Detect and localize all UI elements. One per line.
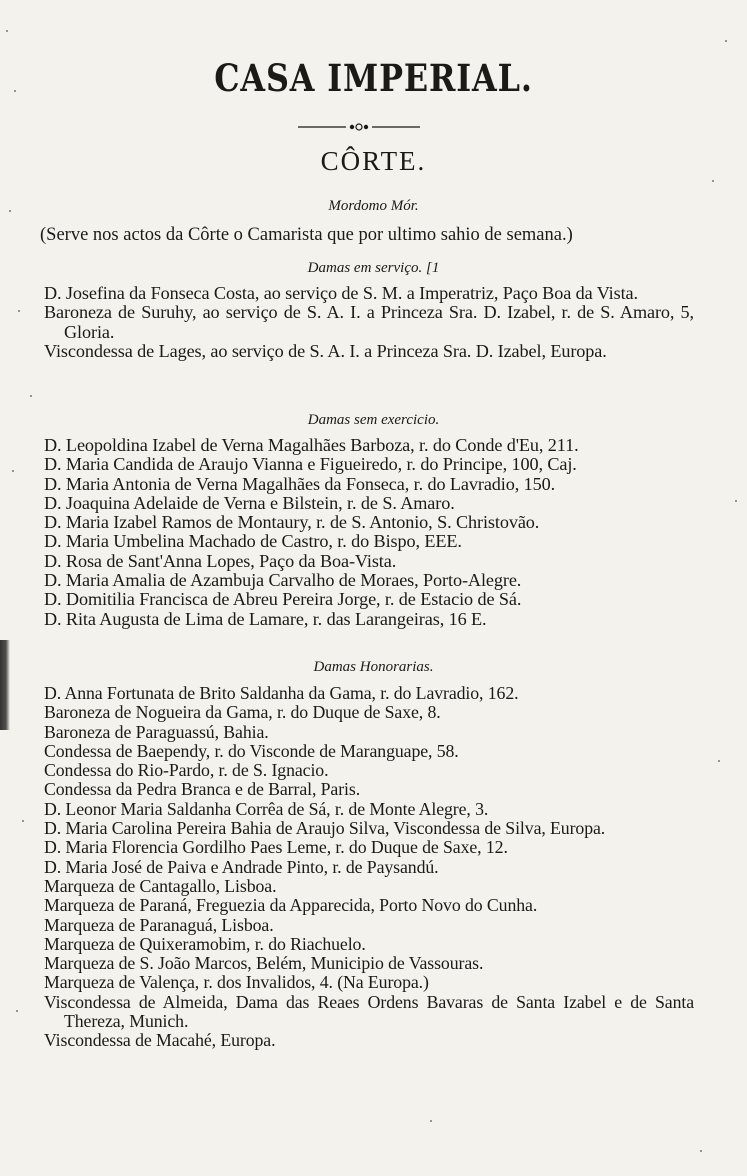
list-item: Condessa de Baependy, r. do Visconde de Maranguape, 58.	[44, 740, 459, 761]
list-item: D. Maria José de Paiva e Andrade Pinto, r. de Paysandú.	[44, 856, 439, 877]
list-item: D. Leonor Maria Saldanha Corrêa de Sá, r. de Monte Alegre, 3.	[44, 798, 489, 819]
service-note: (Serve nos actos da Côrte o Camarista que por ultimo sahio de semana.)	[40, 225, 573, 245]
list-item: Marqueza de Valença, r. dos Invalidos, 4. (Na Europa.)	[44, 972, 429, 993]
list-item: D. Maria Amalia de Azambuja Carvalho de Moraes, Porto-Alegre.	[44, 570, 522, 591]
section-subtitle: CÔRTE.	[320, 146, 427, 176]
list-item: D. Maria Candida de Araujo Vianna e Figueiredo, r. do Principe, 100, Caj.	[44, 454, 577, 475]
list-item: D. Rita Augusta de Lima de Lamare, r. das Larangeiras, 16 E.	[44, 608, 487, 629]
page-edge-shadow	[0, 640, 10, 730]
list-item: D. Maria Carolina Pereira Bahia de Araujo Silva, Viscondessa de Silva, Europa.	[44, 818, 606, 839]
mordomo-label: Mordomo Mór.	[328, 198, 419, 214]
list-item: Condessa do Rio-Pardo, r. de S. Ignacio.	[44, 760, 329, 781]
list-item: Viscondessa de Almeida, Dama das Reaes Ordens Bavaras de Santa Izabel e de Santa Thereza, Munich.	[44, 991, 694, 1032]
list-item: D. Domitilia Francisca de Abreu Pereira Jorge, r. de Estacio de Sá.	[44, 589, 522, 610]
section-heading-honorarias: Damas Honorarias.	[313, 659, 434, 675]
list-item: D. Maria Umbelina Machado de Castro, r. do Bispo, EEE.	[44, 531, 462, 552]
list-item: Marqueza de S. João Marcos, Belém, Municipio de Vassouras.	[44, 953, 484, 974]
list-item: Marqueza de Paraná, Freguezia da Apparecida, Porto Novo do Cunha.	[44, 895, 538, 916]
section-heading-em-servico: Damas em serviço. [1	[307, 260, 440, 276]
list-item: Marqueza de Cantagallo, Lisboa.	[44, 875, 277, 896]
list-item: D. Joaquina Adelaide de Verna e Bilstein, r. de S. Amaro.	[44, 492, 455, 513]
list-item: Baroneza de Paraguassú, Bahia.	[44, 721, 269, 742]
ornament-rule-icon	[298, 122, 420, 132]
page-title: CASA IMPERIAL.	[214, 56, 533, 100]
list-item: Baroneza de Nogueira da Gama, r. do Duque de Saxe, 8.	[44, 702, 441, 723]
list-item: D. Anna Fortunata de Brito Saldanha da Gama, r. do Lavradio, 162.	[44, 683, 519, 703]
section-heading-sem-exercicio: Damas sem exercicio.	[307, 412, 440, 428]
list-item: Marqueza de Paranaguá, Lisboa.	[44, 914, 274, 935]
list-sem-exercicio	[44, 436, 694, 629]
list-item: Baroneza de Suruhy, ao serviço de S. A. I. a Princeza Sra. D. Izabel, r. de S. Amaro, 5, Gloria.	[44, 302, 694, 342]
list-item: D. Leopoldina Izabel de Verna Magalhães Barboza, r. do Conde d'Eu, 211.	[44, 435, 579, 455]
list-item: Marqueza de Quixeramobim, r. do Riachuelo.	[44, 933, 366, 954]
list-item: D. Maria Antonia de Verna Magalhães da Fonseca, r. do Lavradio, 150.	[44, 473, 556, 494]
list-item: D. Rosa de Sant'Anna Lopes, Paço da Boa-Vista.	[44, 550, 397, 571]
list-item: D. Maria Izabel Ramos de Montaury, r. de S. Antonio, S. Christovão.	[44, 512, 540, 533]
list-item: Condessa da Pedra Branca e de Barral, Paris.	[44, 779, 361, 800]
list-item: Viscondessa de Lages, ao serviço de S. A. I. a Princeza Sra. D. Izabel, Europa.	[44, 340, 607, 361]
list-item: D. Josefina da Fonseca Costa, ao serviço de S. M. a Imperatriz, Paço Boa da Vista.	[44, 283, 638, 303]
list-honorarias	[44, 684, 694, 1051]
list-em-servico	[44, 284, 694, 361]
list-item: Viscondessa de Macahé, Europa.	[44, 1030, 276, 1051]
list-item: D. Maria Florencia Gordilho Paes Leme, r. do Duque de Saxe, 12.	[44, 837, 508, 858]
